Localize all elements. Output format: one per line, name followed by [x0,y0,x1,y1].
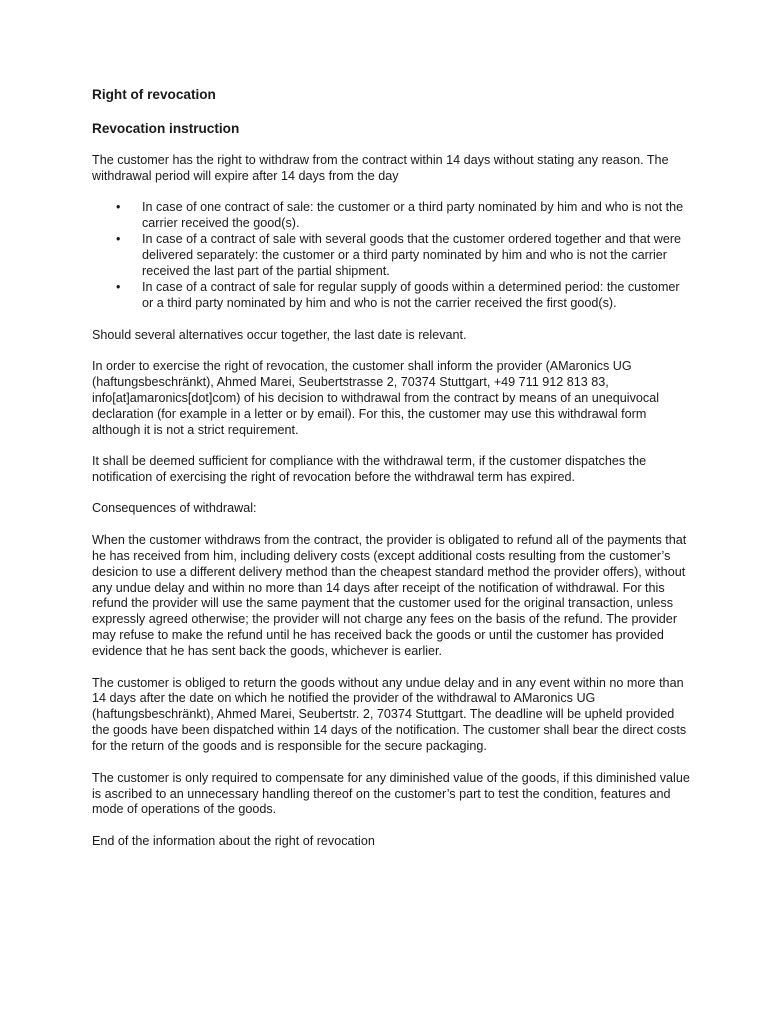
compliance-paragraph: It shall be deemed sufficient for compliance with the withdrawal term, if the customer dispatches the notification of exercising the right of revocation before the withdrawal term has expired. [92,454,647,484]
exercise-paragraph: In order to exercise the right of revocation, the customer shall inform the provider (AMaronics UG (haftungsbeschränkt), Ahmed Marei, Seubertstrasse 2, 70374 Stuttgart, +49 711 912 813 83, info[at]amaronics[dot]com) of his decision to withdrawal from the contract by means of an unequivocal declaration (for example in a letter or by email). For this, the customer may use this withdrawal form although it is not a strict requirement. [92,359,660,437]
compensation-paragraph: The customer is only required to compensate for any diminished value of the goods, if this diminished value is ascribed to an unnecessary handling thereof on the customer’s part to test the condition, features and mode of operations of the goods. [92,770,690,817]
intro-paragraph: The customer has the right to withdraw from the contract within 14 days without stating any reason. The withdrawal period will expire after 14 days from the day [92,153,669,183]
closing-paragraph: End of the information about the right of revocation [92,833,375,848]
condition-list [92,200,692,311]
consequences-heading: Consequences of withdrawal: [92,501,257,516]
list-item-text: In case of a contract of sale with several goods that the customer ordered together and that were delivered separately: the customer or a third party nominated by him and who is not the carrier received the last part of the partial shipment. [142,232,682,278]
list-item [92,232,692,280]
bullet-icon: • [116,279,121,294]
bullet-icon: • [116,200,121,215]
list-item-text: In case of a contract of sale for regular supply of goods within a determined period: the customer or a third party nominated by him and who is not the carrier received the first good(s). [142,279,680,310]
return-paragraph: The customer is obliged to return the goods without any undue delay and in any event within no more than 14 days after the date on which he notified the provider of the withdrawal to AMaronics UG (haftungsbeschränkt), Ahmed Marei, Seubertstr. 2, 70374 Stuttgart. The deadline will be upheld provided the goods have been dispatched within 14 days of the notification. The customer shall bear the direct costs for the return of the goods and is responsible for the secure packaging. [92,675,687,754]
list-item [92,200,692,232]
page-title: Right of revocation [92,87,216,102]
list-item-text: In case of one contract of sale: the customer or a third party nominated by him and who is not the carrier received the good(s). [142,200,684,231]
bullet-icon: • [116,232,121,247]
list-item [92,280,692,312]
refund-paragraph: When the customer withdraws from the contract, the provider is obligated to refund all of the payments that he has received from him, including delivery costs (except additional costs resulting from the customer’s desicion to use a different delivery method than the cheapest standard method the provider offers), without any undue delay and within no more than 14 days after receipt of the notification of withdrawal. For this refund the provider will use the same payment that the customer used for the original transaction, unless expressly agreed otherwise; the provider will not charge any fees on the basis of the refund. The provider may refuse to make the refund until he has received back the goods or until the customer has provided evidence that he has sent back the goods, whichever is earlier. [92,532,687,659]
alternatives-paragraph: Should several alternatives occur together, the last date is relevant. [92,327,467,342]
document-page [92,86,692,865]
section-heading: Revocation instruction [92,121,240,136]
